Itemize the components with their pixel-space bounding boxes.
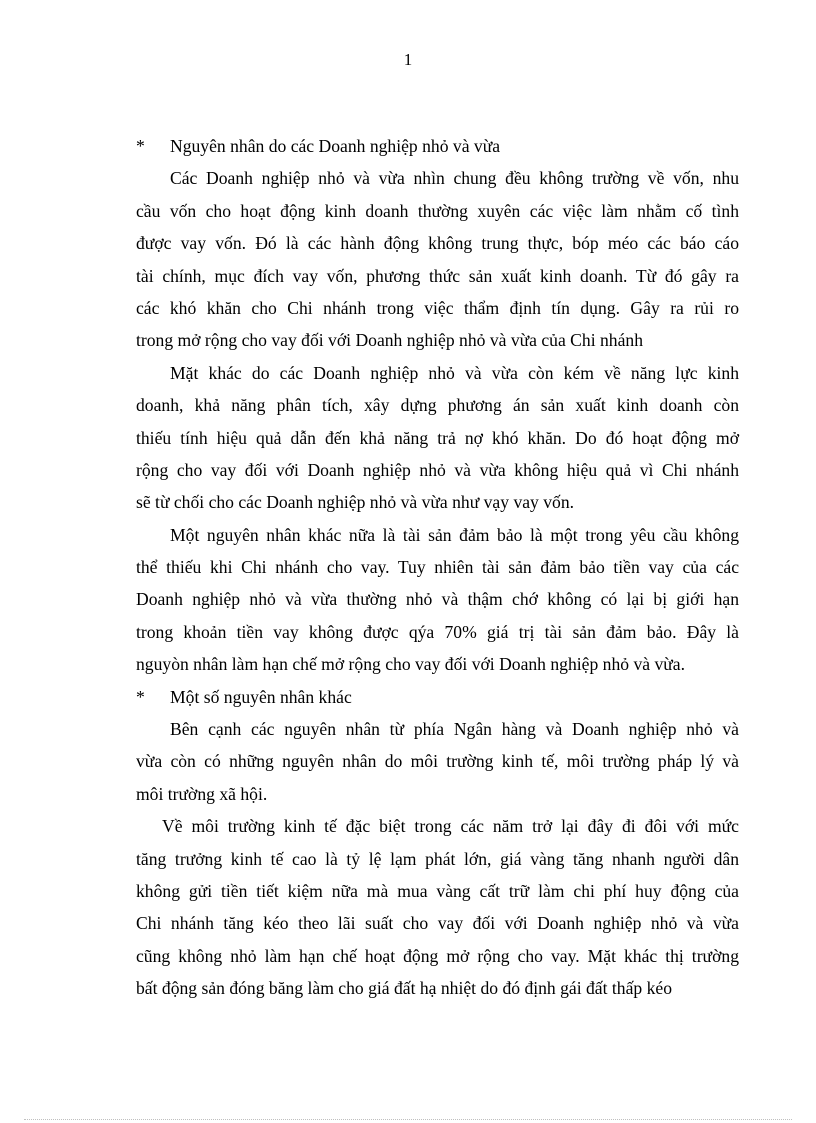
heading-text: Nguyên nhân do các Doanh nghiệp nhỏ và vừa (170, 136, 501, 156)
heading-text: Một số nguyên nhân khác (170, 686, 352, 707)
text-line: Mặt khác do các Doanh nghiệp nhỏ và vừa còn kém về năng lực kinh (170, 362, 739, 383)
text-line: các khó khăn cho Chi nhánh trong việc thẩm định tín dụng. Gây ra rủi ro (136, 297, 739, 318)
text-line: được vay vốn. Đó là các hành động không trung thực, bóp méo các báo cáo (136, 233, 739, 254)
text-line: không gửi tiền tiết kiệm nữa mà mua vàng cất trữ làm chi phí huy động của (136, 880, 739, 901)
document-body (136, 130, 739, 1005)
text-line: cũng không nhỏ làm hạn chế hoạt động mở rộng cho vay. Mặt khác thị trường (136, 945, 739, 966)
paragraph (136, 810, 739, 1004)
text-line: bất động sản đóng băng làm cho giá đất hạ nhiệt do đó định gái đất thấp kéo (136, 978, 672, 999)
text-line: tăng trưởng kinh tế cao là tỷ lệ lạm phát lớn, giá vàng tăng nhanh người dân (136, 848, 739, 869)
text-line: Một nguyên nhân khác nữa là tài sản đảm bảo là một trong yêu cầu không (170, 524, 739, 545)
text-line: Bên cạnh các nguyên nhân từ phía Ngân hàng và Doanh nghiệp nhỏ và (170, 719, 739, 740)
text-line: Chi nhánh tăng kéo theo lãi suất cho vay đối với Doanh nghiệp nhỏ và vừa (136, 913, 739, 934)
page-number: 1 (403, 50, 413, 69)
text-line: Các Doanh nghiệp nhỏ và vừa nhìn chung đều không trường về vốn, nhu (170, 168, 739, 189)
paragraph (136, 713, 739, 810)
text-line: sẽ từ chối cho các Doanh nghiệp nhỏ và vừa như vạy vay vốn. (136, 492, 575, 513)
text-line: tài chính, mục đích vay vốn, phương thức sản xuất kinh doanh. Từ đó gây ra (136, 265, 739, 286)
text-line: Doanh nghiệp nhỏ và vừa thường nhỏ và thậm chớ không có lại bị giới hạn (136, 589, 739, 610)
paragraph (136, 162, 739, 356)
text-line: doanh, khả năng phân tích, xây dựng phương án sản xuất kinh doanh còn (136, 395, 739, 416)
text-line: vừa còn có những nguyên nhân do môi trường kinh tế, môi trường pháp lý và (136, 751, 739, 772)
text-line: rộng cho vay đối với Doanh nghiệp nhỏ và vừa không hiệu quả vì Chi nhánh (136, 459, 739, 480)
paragraph (136, 519, 739, 681)
bullet-symbol: * (136, 686, 145, 707)
bullet-heading (136, 130, 739, 162)
text-line: Về môi trường kinh tế đặc biệt trong các năm trở lại đây đi đôi với mức (162, 816, 739, 837)
bullet-heading (136, 681, 739, 713)
bullet-symbol: * (136, 136, 145, 156)
paragraph (136, 357, 739, 519)
text-line: nguyòn nhân làm hạn chế mở rộng cho vay đối với Doanh nghiệp nhỏ và vừa. (136, 654, 685, 675)
text-line: trong khoản tiền vay không được qýa 70% giá trị tài sản đảm bảo. Đây là (136, 621, 739, 642)
text-line: cầu vốn cho hoạt động kinh doanh thường xuyên các việc làm nhằm cố tình (136, 200, 739, 221)
page-bottom-rule (24, 1119, 792, 1120)
text-line: thiếu tính hiệu quả dẫn đến khả năng trả nợ khó khăn. Do đó hoạt động mở (136, 427, 739, 448)
text-line: môi trường xã hội. (136, 783, 268, 804)
text-line: trong mở rộng cho vay đối với Doanh nghiệp nhỏ và vừa của Chi nhánh (136, 330, 643, 351)
text-line: thể thiếu khi Chi nhánh cho vay. Tuy nhiên tài sản đảm bảo tiền vay của các (136, 557, 739, 578)
